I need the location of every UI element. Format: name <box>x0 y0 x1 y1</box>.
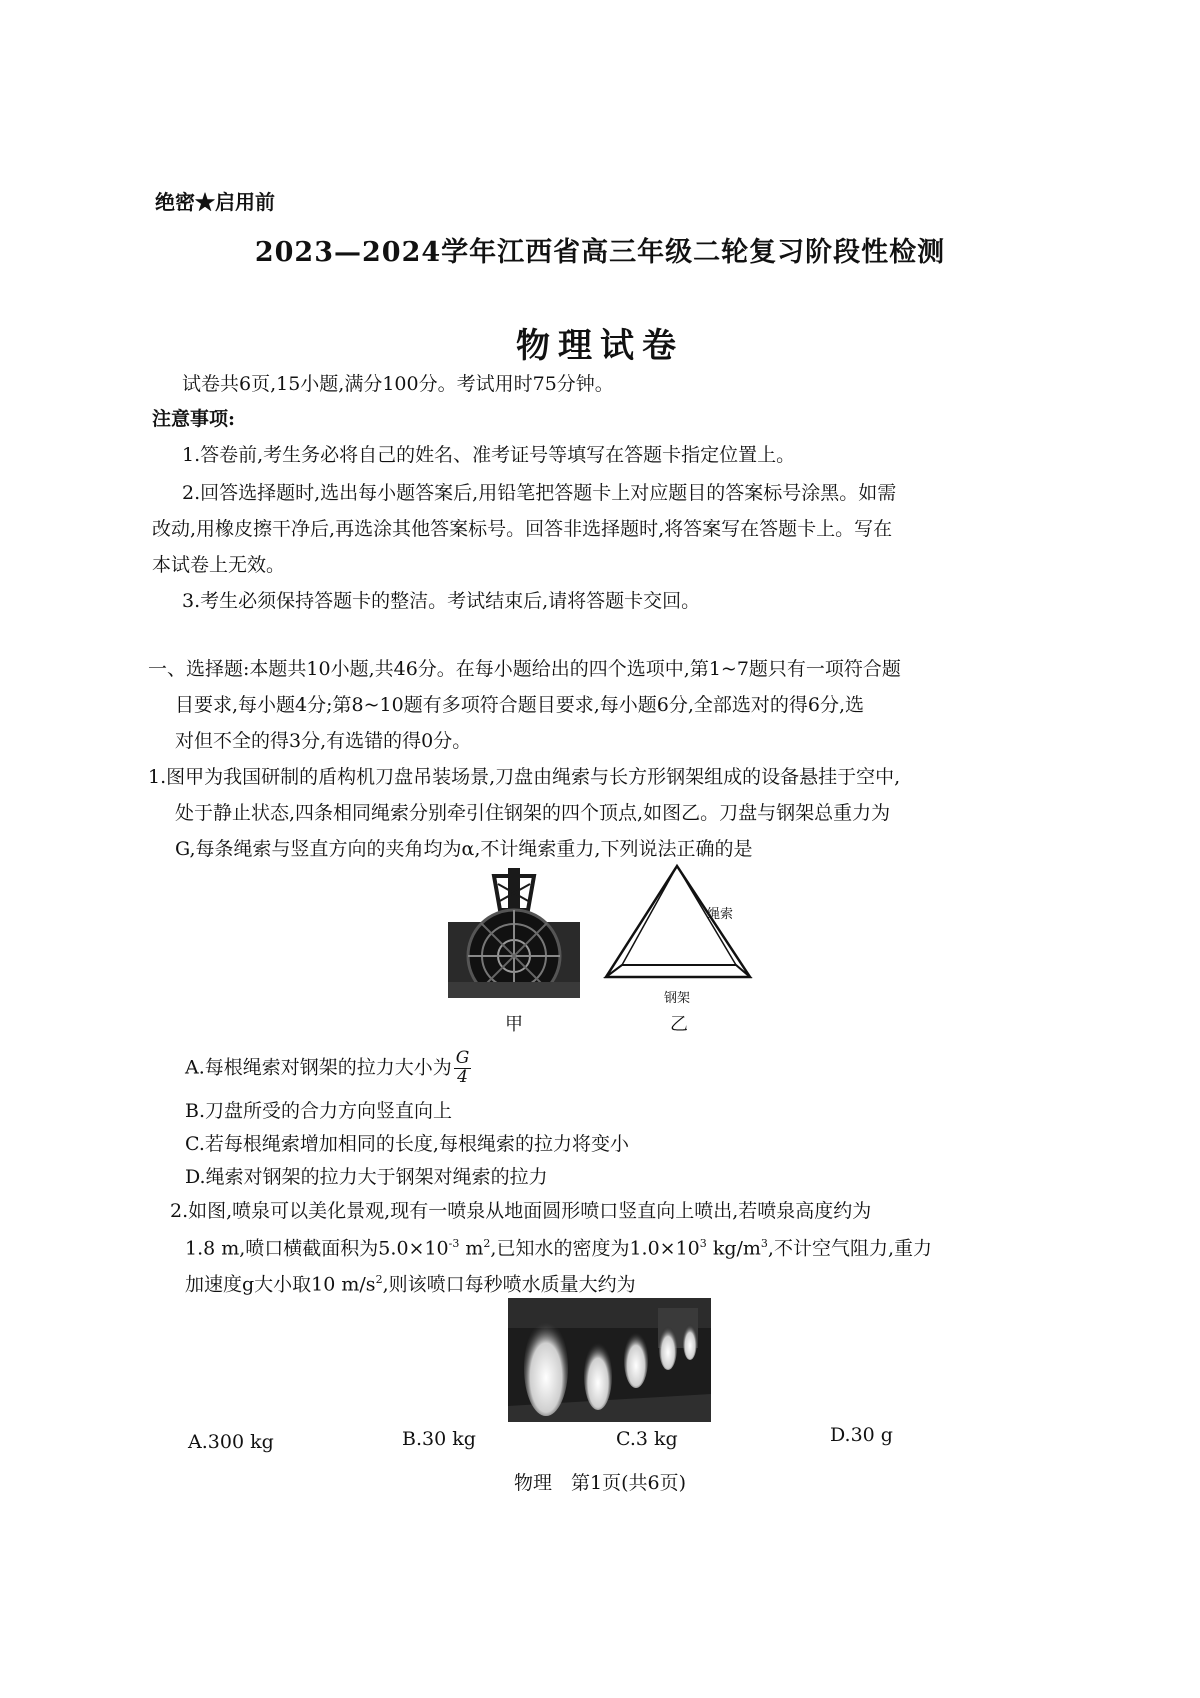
q2-line2-exp-4: 3 <box>760 1237 768 1250</box>
q2-option-b: B.30 kg <box>402 1428 476 1450</box>
q2-stem-line-3 <box>185 1274 636 1294</box>
figure-caption-b: 乙 <box>670 1014 688 1035</box>
q2-line3-part-a: 加速度g大小取10 m/s <box>185 1273 376 1296</box>
q2-option-d: D.30 g <box>830 1424 893 1446</box>
page-footer: 物理 第1页(共6页) <box>513 1472 686 1494</box>
fraction-denominator: 4 <box>457 1066 468 1087</box>
q2-option-c: C.3 kg <box>616 1428 678 1450</box>
section-1-line-1: 一、选择题:本题共10小题,共46分。在每小题给出的四个选项中,第1~7题只有一项符合题 <box>148 658 901 680</box>
q2-line3-part-b: ,则该喷口每秒喷水质量大约为 <box>382 1273 636 1296</box>
q1-option-c: C.若每根绳索增加相同的长度,每根绳索的拉力将变小 <box>185 1133 629 1155</box>
q2-line2-part-d: kg/m <box>706 1237 761 1260</box>
notice-item-2-line-2: 改动,用橡皮擦干净后,再选涂其他答案标号。回答非选择题时,将答案写在答题卡上。写在 <box>152 518 893 540</box>
fig-label-frame: 钢架 <box>664 991 691 1006</box>
fraction-g-over-4 <box>454 1050 472 1087</box>
q1-stem-line-1: 1.图甲为我国研制的盾构机刀盘吊装场景,刀盘由绳索与长方形钢架组成的设备悬挂于空中, <box>148 766 901 788</box>
exam-intro: 试卷共6页,15小题,满分100分。考试用时75分钟。 <box>182 373 614 395</box>
notice-item-1: 1.答卷前,考生务必将自己的姓名、准考证号等填写在答题卡指定位置上。 <box>182 444 796 466</box>
section-1-line-2: 目要求,每小题4分;第8~10题有多项符合题目要求,每小题6分,全部选对的得6分,选 <box>175 694 865 716</box>
q2-line2-part-a: 1.8 m,喷口横截面积为5.0×10 <box>185 1237 449 1260</box>
q2-line2-exp-2: 2 <box>483 1237 491 1250</box>
q2-option-a: A.300 kg <box>188 1431 274 1453</box>
q2-line3-exp: 2 <box>375 1273 383 1286</box>
confidential-label: 绝密★启用前 <box>155 190 275 214</box>
cutterhead-photo <box>448 862 580 998</box>
q1-option-b: B.刀盘所受的合力方向竖直向上 <box>185 1100 453 1122</box>
q2-line2-part-c: ,已知水的密度为1.0×10 <box>490 1237 700 1260</box>
q1-stem-line-2: 处于静止状态,四条相同绳索分别牵引住钢架的四个顶点,如图乙。刀盘与钢架总重力为 <box>175 802 891 824</box>
notice-item-3: 3.考生必须保持答题卡的整洁。考试结束后,请将答题卡交回。 <box>182 590 701 612</box>
notice-item-2-line-3: 本试卷上无效。 <box>152 554 286 576</box>
fountain-photo <box>508 1298 711 1422</box>
rope-frame-diagram <box>600 862 755 984</box>
q1-option-a <box>185 1050 471 1087</box>
figure-caption-a: 甲 <box>505 1014 523 1035</box>
q1-option-a-text: A.每根绳索对钢架的拉力大小为 <box>185 1056 452 1079</box>
q2-line2-exp-3: 3 <box>699 1237 707 1250</box>
q1-stem-line-3: G,每条绳索与竖直方向的夹角均为α,不计绳索重力,下列说法正确的是 <box>175 838 753 860</box>
exam-title: 2023—2024学年江西省高三年级二轮复习阶段性检测 <box>254 237 946 268</box>
q2-stem-line-2 <box>185 1238 932 1258</box>
fig-label-rope: 绳索 <box>707 907 734 922</box>
fraction-numerator: G <box>455 1048 470 1068</box>
section-1-line-3: 对但不全的得3分,有选错的得0分。 <box>175 730 472 752</box>
subject-title: 物理试卷 <box>516 326 684 366</box>
q2-line2-part-b: m <box>459 1237 484 1260</box>
q1-option-d: D.绳索对钢架的拉力大于钢架对绳索的拉力 <box>185 1166 548 1188</box>
notice-item-2-line-1: 2.回答选择题时,选出每小题答案后,用铅笔把答题卡上对应题目的答案标号涂黑。如需 <box>182 482 897 504</box>
q2-stem-line-1: 2.如图,喷泉可以美化景观,现有一喷泉从地面圆形喷口竖直向上喷出,若喷泉高度约为 <box>170 1200 872 1222</box>
notice-heading: 注意事项: <box>152 408 236 430</box>
q2-line2-part-e: ,不计空气阻力,重力 <box>767 1237 933 1260</box>
q2-line2-exp-1: -3 <box>448 1237 460 1250</box>
